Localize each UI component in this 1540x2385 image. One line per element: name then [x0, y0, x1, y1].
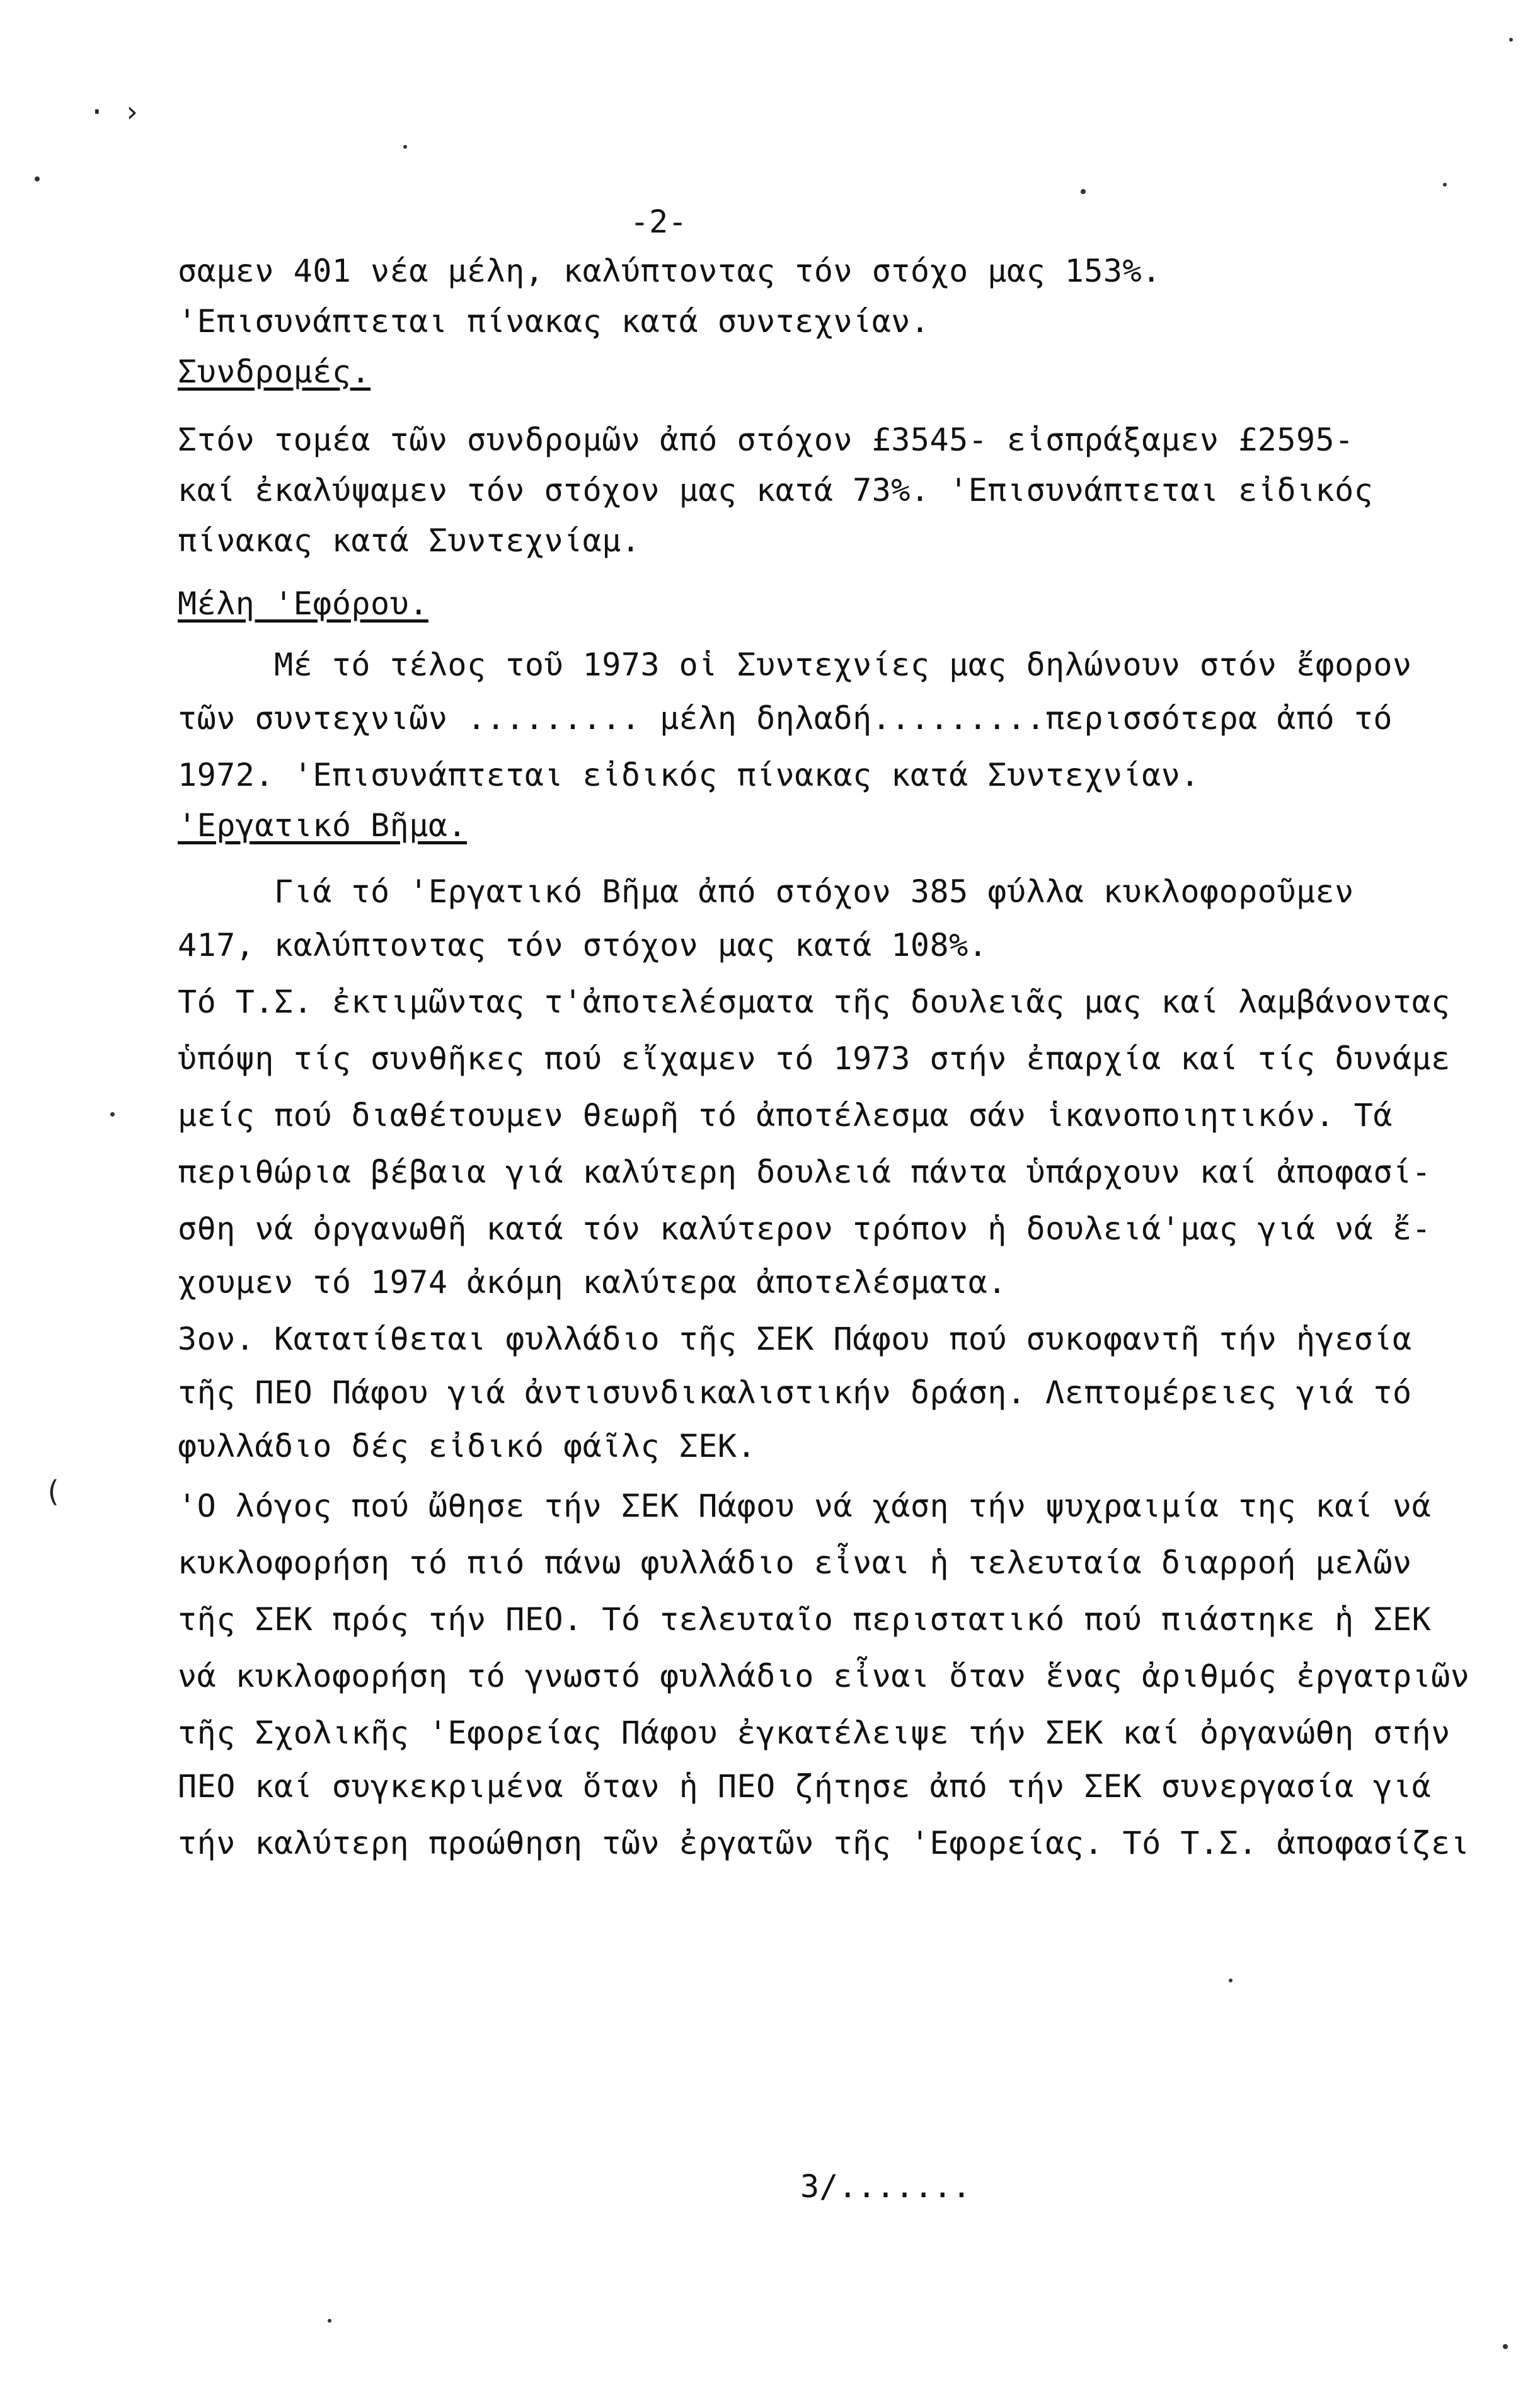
text-line: τῆς ΣΕΚ πρός τήν ΠΕΟ. Τό τελευταῖο περιστατικό πού πιάστηκε ἡ ΣΕΚ — [178, 1601, 1432, 1638]
scan-artifact-mark: · › — [88, 95, 141, 129]
text-line: Μέ τό τέλος τοῦ 1973 οἱ Συντεχνίες μας δηλώνουν στόν ἔφορον — [178, 647, 1412, 683]
text-line: Τό Τ.Σ. ἐκτιμῶντας τ'ἀποτελέσματα τῆς δουλειᾶς μας καί λαμβάνοντας — [178, 984, 1451, 1020]
scan-speck — [1229, 1979, 1233, 1982]
text-line: τῆς ΠΕΟ Πάφου γιά ἀντισυνδικαλιστικήν δράση. Λεπτομέρειες γιά τό — [178, 1374, 1412, 1411]
section-heading-registrar-members: Μέλη 'Εφόρου. — [178, 585, 428, 622]
scan-artifact-mark: ( — [44, 1474, 62, 1509]
scan-speck — [35, 176, 40, 181]
text-line: φυλλάδιο δές εἰδικό φάῖλς ΣΕΚ. — [178, 1428, 757, 1464]
text-line: κυκλοφορήση τό πιό πάνω φυλλάδιο εἶναι ἡ τελευταία διαρροή μελῶν — [178, 1544, 1412, 1581]
text-line: χουμεν τό 1974 ἀκόμη καλύτερα ἀποτελέσματα. — [178, 1264, 1007, 1301]
text-line: καί ἐκαλύψαμεν τόν στόχον μας κατά 73%. 'Επισυνάπτεται εἰδικός — [178, 472, 1374, 509]
text-line: ΠΕΟ καί συγκεκριμένα ὅταν ἡ ΠΕΟ ζήτησε ἀπό τήν ΣΕΚ συνεργασία γιά — [178, 1768, 1432, 1805]
section-item-third: 3ον. Κατατίθεται φυλλάδιο τῆς ΣΕΚ Πάφου πού συκοφαντῆ τήν ἡγεσία — [178, 1321, 1412, 1357]
text-line: 1972. 'Επισυνάπτεται εἰδικός πίνακας κατά Συντεχνίαν. — [178, 757, 1200, 793]
section-heading-ergatiko-vima: 'Εργατικό Βῆμα. — [178, 807, 468, 844]
text-line: πίνακας κατά Συντεχνίαμ. — [178, 522, 641, 559]
text-line: ὑπόψη τίς συνθῆκες πού εἴχαμεν τό 1973 στήν ἐπαρχία καί τίς δυνάμε — [178, 1040, 1451, 1077]
continuation-marker: 3/....... — [800, 2168, 971, 2205]
scan-speck — [328, 2319, 331, 2323]
section-heading-subscriptions: Συνδρομές. — [178, 353, 371, 390]
scan-speck — [1509, 38, 1513, 42]
text-line: 'Επισυνάπτεται πίνακας κατά συντεχνίαν. — [178, 303, 930, 340]
text-line: 'Ο λόγος πού ὤθησε τήν ΣΕΚ Πάφου νά χάση τήν ψυχραιμία της καί νά — [178, 1488, 1432, 1524]
scan-speck — [403, 145, 407, 149]
text-line: σαμεν 401 νέα μέλη, καλύπτοντας τόν στόχο μας 153%. — [178, 253, 1161, 289]
scan-speck — [1081, 189, 1086, 194]
page-number: -2- — [630, 204, 687, 240]
text-line: τῶν συντεχνιῶν ......... μέλη δηλαδή.........περισσότερα ἀπό τό — [178, 700, 1393, 737]
text-line: Γιά τό 'Εργατικό Βῆμα ἀπό στόχον 385 φύλλα κυκλοφοροῦμεν — [178, 873, 1354, 910]
scan-speck — [110, 1112, 115, 1117]
text-line: σθη νά ὀργανωθῆ κατά τόν καλύτερον τρόπον ἡ δουλειά'μας γιά νά ἔ- — [178, 1210, 1432, 1247]
scan-speck — [1503, 2344, 1508, 2349]
text-line: Στόν τομέα τῶν συνδρομῶν ἀπό στόχον £3545- εἰσπράξαμεν £2595- — [178, 422, 1354, 458]
text-line: τήν καλύτερη προώθηση τῶν ἐργατῶν τῆς 'Εφορείας. Τό Τ.Σ. ἀποφασίζει — [178, 1825, 1470, 1861]
text-line: νά κυκλοφορήση τό γνωστό φυλλάδιο εἶναι ὅταν ἕνας ἀριθμός ἐργατριῶν — [178, 1658, 1470, 1694]
text-line: τῆς Σχολικῆς 'Εφορείας Πάφου ἐγκατέλειψε τήν ΣΕΚ καί ὀργανώθη στήν — [178, 1715, 1451, 1751]
text-line: περιθώρια βέβαια γιά καλύτερη δουλειά πάντα ὑπάρχουν καί ἀποφασί- — [178, 1154, 1432, 1190]
scan-speck — [1443, 183, 1447, 187]
text-line: μείς πού διαθέτουμεν θεωρῆ τό ἀποτέλεσμα σάν ἱκανοποιητικόν. Τά — [178, 1097, 1393, 1134]
text-line: 417, καλύπτοντας τόν στόχον μας κατά 108%. — [178, 927, 988, 963]
